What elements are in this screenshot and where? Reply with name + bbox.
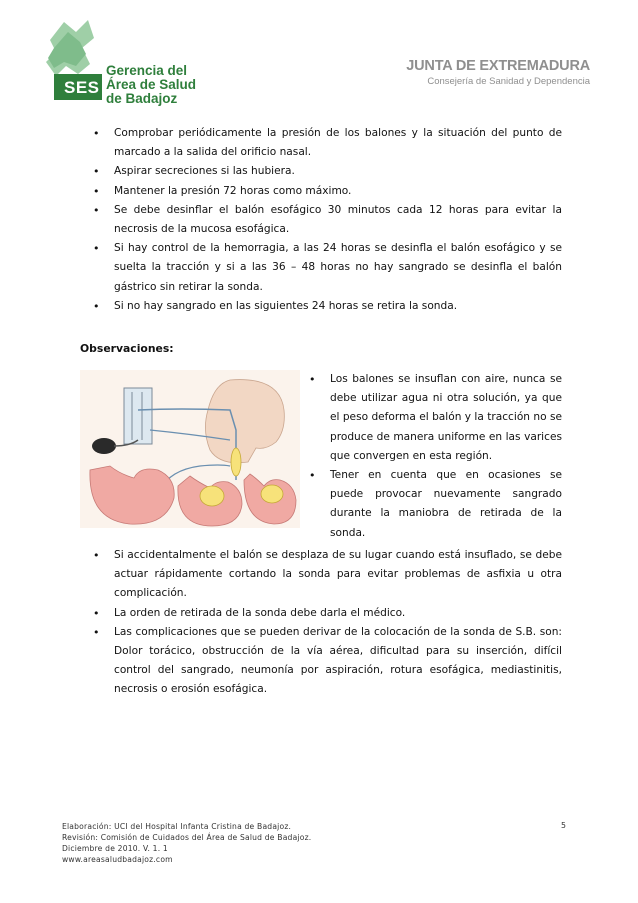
logo-line-3: de Badajoz xyxy=(106,91,178,106)
footer-line: Elaboración: UCI del Hospital Infanta Cristina de Badajoz. xyxy=(62,822,292,831)
logo-line-2: Área de Salud xyxy=(106,77,197,92)
list-item: • Tener en cuenta que en ocasiones se puede provocar nuevamente sangrado durante la maniobra de retirada de la sonda. xyxy=(296,466,562,543)
list-item: • Si no hay sangrado en las siguientes 24 horas se retira la sonda. xyxy=(80,297,562,316)
footer-line: Diciembre de 2010. V. 1. 1 xyxy=(62,844,168,853)
page-number: 5 xyxy=(561,821,566,830)
footer-website: www.areasaludbadajoz.com xyxy=(62,855,173,864)
list-item: • Mantener la presión 72 horas como máximo. xyxy=(80,182,562,201)
list-item: • Comprobar periódicamente la presión de los balones y la situación del punto de marcado a la salida del orificio nasal. xyxy=(80,124,562,162)
complications-list xyxy=(80,546,562,700)
footer-line: Revisión: Comisión de Cuidados del Área de Salud de Badajoz. xyxy=(62,833,312,842)
junta-subtitle: Consejería de Sanidad y Dependencia xyxy=(427,76,590,87)
list-item: • La orden de retirada de la sonda debe darla el médico. xyxy=(80,604,562,623)
list-item: • Se debe desinflar el balón esofágico 30 minutos cada 12 horas para evitar la necrosis de la mucosa esofágica. xyxy=(80,201,562,239)
observaciones-side-list xyxy=(296,370,562,543)
logo-line-1: Gerencia del xyxy=(106,63,188,78)
list-item: • Las complicaciones que se pueden derivar de la colocación de la sonda de S.B. son: Dolor torácico, obstrucción de la vía aérea, dificultad para su inserción, difícil control del sangrado, neumonía por aspiración, rotura esofágica, mediastinitis, necrosis o erosión esofágica. xyxy=(80,623,562,700)
sengstaken-tube-illustration xyxy=(80,370,300,528)
list-item: • Los balones se insuflan con aire, nunca se debe utilizar agua ni otra solución, ya que el peso deforma el balón y la tracción no se produce de manera uniforme en las varices que convergen en esta región. xyxy=(296,370,562,466)
observaciones-heading: Observaciones: xyxy=(80,342,174,355)
ses-logo xyxy=(42,18,202,114)
footer xyxy=(62,821,311,865)
care-list xyxy=(80,124,562,316)
logo-acronym: SES xyxy=(64,78,100,97)
list-item: • Aspirar secreciones si las hubiera. xyxy=(80,162,562,181)
junta-title: JUNTA DE EXTREMADURA xyxy=(406,58,590,74)
list-item: • Si accidentalmente el balón se desplaza de su lugar cuando está insuflado, se debe actuar rápidamente cortando la sonda para evitar problemas de asfixia u otra complicación. xyxy=(80,546,562,604)
junta-header xyxy=(406,58,590,88)
list-item: • Si hay control de la hemorragia, a las 24 horas se desinfla el balón esofágico y se suelta la tracción y si a las 36 – 48 horas no hay sangrado se desinfla el balón gástrico sin retirar la sonda. xyxy=(80,239,562,297)
